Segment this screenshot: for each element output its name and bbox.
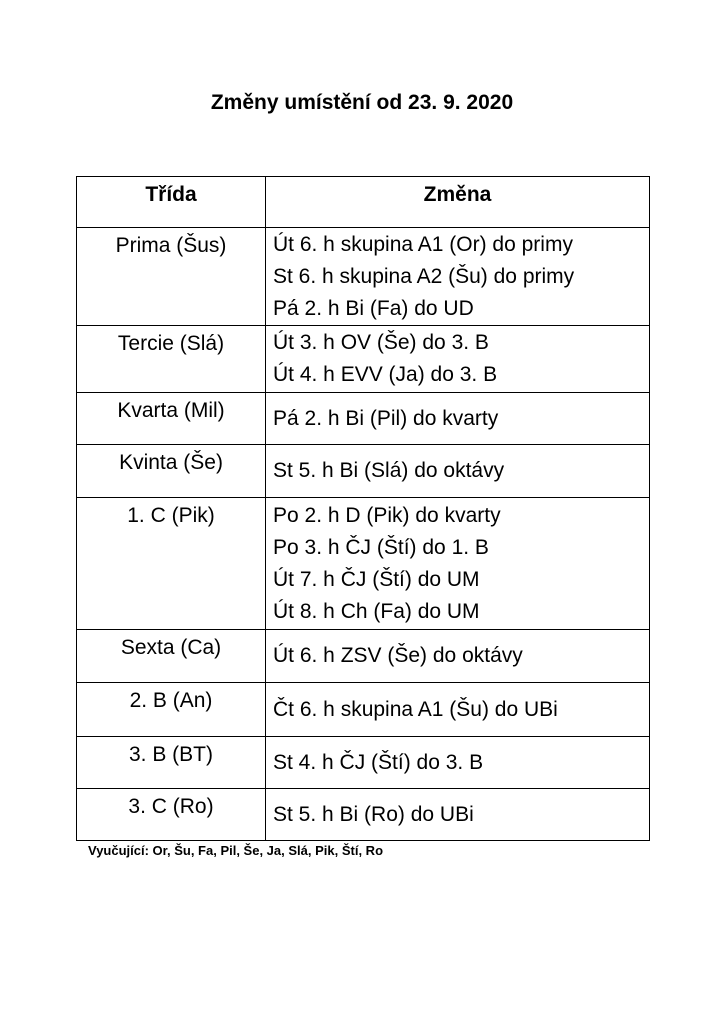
change-line: Út 7. h ČJ (Ští) do UM bbox=[273, 567, 480, 591]
change-cell bbox=[266, 630, 650, 683]
change-cell bbox=[266, 393, 650, 445]
change-line: Pá 2. h Bi (Pil) do kvarty bbox=[273, 406, 499, 430]
table-row bbox=[77, 228, 650, 326]
change-line: St 6. h skupina A2 (Šu) do primy bbox=[273, 264, 575, 288]
table-row bbox=[77, 326, 650, 393]
change-cell bbox=[266, 445, 650, 498]
change-line: Po 3. h ČJ (Ští) do 1. B bbox=[273, 535, 489, 559]
change-cell bbox=[266, 326, 650, 393]
change-cell bbox=[266, 498, 650, 630]
change-cell bbox=[266, 789, 650, 841]
column-header-change: Změna bbox=[266, 177, 650, 228]
table-row bbox=[77, 393, 650, 445]
change-cell bbox=[266, 737, 650, 789]
change-line: Út 6. h skupina A1 (Or) do primy bbox=[273, 232, 573, 256]
table-row bbox=[77, 630, 650, 683]
change-line: St 5. h Bi (Ro) do UBi bbox=[273, 802, 474, 826]
page-title: Změny umístění od 23. 9. 2020 bbox=[210, 91, 514, 114]
class-cell: 3. B (BT) bbox=[77, 737, 266, 789]
class-cell: 2. B (An) bbox=[77, 683, 266, 737]
change-line: Út 8. h Ch (Fa) do UM bbox=[273, 599, 480, 623]
table-row bbox=[77, 683, 650, 737]
change-line: Čt 6. h skupina A1 (Šu) do UBi bbox=[273, 697, 558, 721]
table-row bbox=[77, 445, 650, 498]
change-line: St 5. h Bi (Slá) do oktávy bbox=[273, 459, 505, 482]
change-cell bbox=[266, 228, 650, 326]
change-line: Po 2. h D (Pik) do kvarty bbox=[273, 503, 501, 527]
class-cell: Tercie (Slá) bbox=[77, 326, 266, 393]
change-line: Pá 2. h Bi (Fa) do UD bbox=[273, 296, 474, 320]
class-cell: Sexta (Ca) bbox=[77, 630, 266, 683]
table-row bbox=[77, 498, 650, 630]
class-cell: 1. C (Pik) bbox=[77, 498, 266, 630]
table-row bbox=[77, 789, 650, 841]
class-cell: 3. C (Ro) bbox=[77, 789, 266, 841]
table-header-row bbox=[77, 177, 650, 228]
change-line: Út 3. h OV (Še) do 3. B bbox=[273, 331, 489, 354]
changes-table bbox=[76, 176, 650, 841]
teachers-note: Vyučující: Or, Šu, Fa, Pil, Še, Ja, Slá, Pik, Ští, Ro bbox=[88, 843, 384, 858]
change-line: St 4. h ČJ (Ští) do 3. B bbox=[273, 750, 484, 774]
table-row bbox=[77, 737, 650, 789]
column-header-class: Třída bbox=[77, 177, 266, 228]
class-cell: Prima (Šus) bbox=[77, 228, 266, 326]
change-cell bbox=[266, 683, 650, 737]
class-cell: Kvinta (Še) bbox=[77, 445, 266, 498]
change-line: Út 6. h ZSV (Še) do oktávy bbox=[273, 644, 523, 667]
change-line: Út 4. h EVV (Ja) do 3. B bbox=[273, 363, 498, 386]
class-cell: Kvarta (Mil) bbox=[77, 393, 266, 445]
